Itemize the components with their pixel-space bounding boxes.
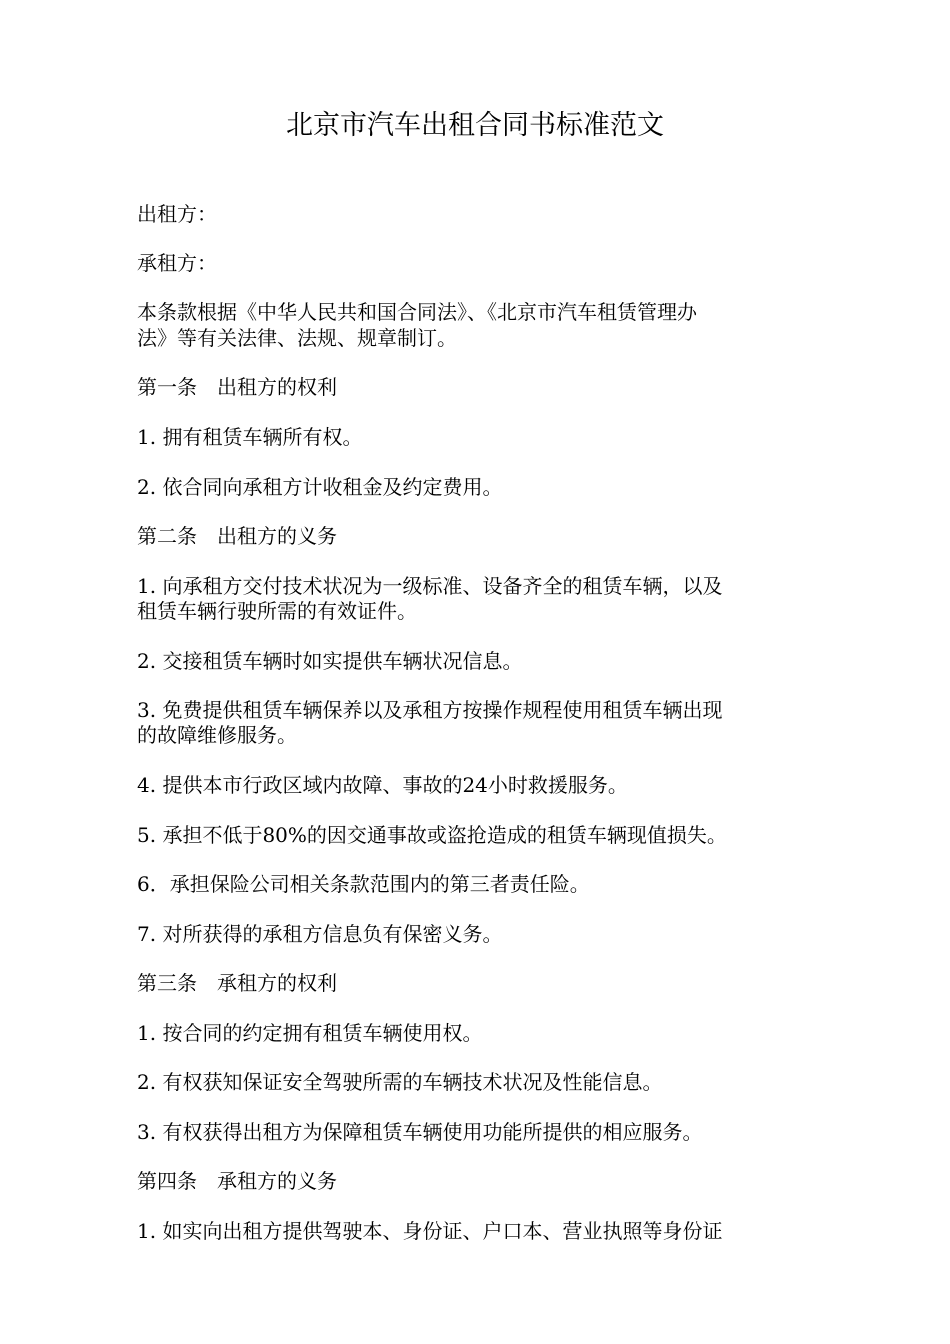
article-2-item-3-line-2: 的故障维修服务。: [137, 723, 297, 747]
article-2-item-4: 4. 提供本市行政区域内故障、事故的24小时救援服务。: [137, 773, 628, 797]
article-3-item-2: 2. 有权获知保证安全驾驶所需的车辆技术状况及性能信息。: [137, 1070, 663, 1094]
article-1-heading: 第一条 出租方的权利: [137, 375, 337, 399]
preamble-line-1: 本条款根据《中华人民共和国合同法》、《北京市汽车租赁管理办: [137, 300, 697, 324]
article-3-item-3: 3. 有权获得出租方为保障租赁车辆使用功能所提供的相应服务。: [137, 1120, 703, 1144]
article-2-item-2: 2. 交接租赁车辆时如实提供车辆状况信息。: [137, 649, 523, 673]
article-3-item-1: 1. 按合同的约定拥有租赁车辆使用权。: [137, 1021, 483, 1045]
article-2-item-1-line-2: 租赁车辆行驶所需的有效证件。: [137, 599, 417, 623]
article-2-item-1-line-1: 1. 向承租方交付技术状况为一级标准、设备齐全的租赁车辆，以及: [137, 574, 723, 598]
article-1-item-2: 2. 依合同向承租方计收租金及约定费用。: [137, 475, 503, 499]
article-4-heading: 第四条 承租方的义务: [137, 1169, 337, 1193]
article-2-heading: 第二条 出租方的义务: [137, 524, 337, 548]
lessee-label: 承租方：: [137, 251, 217, 275]
article-1-item-1: 1. 拥有租赁车辆所有权。: [137, 425, 363, 449]
lessor-label: 出租方：: [137, 202, 217, 226]
article-2-item-5: 5. 承担不低于80%的因交通事故或盗抢造成的租赁车辆现值损失。: [137, 823, 727, 847]
document-title: 北京市汽车出租合同书标准范文: [286, 110, 664, 141]
article-4-item-1: 1. 如实向出租方提供驾驶本、身份证、户口本、营业执照等身份证: [137, 1219, 723, 1243]
article-2-item-6: 6．承担保险公司相关条款范围内的第三者责任险。: [137, 872, 590, 896]
preamble-line-2: 法》等有关法律、法规、规章制订。: [137, 326, 457, 350]
article-2-item-3-line-1: 3. 免费提供租赁车辆保养以及承租方按操作规程使用租赁车辆出现: [137, 698, 723, 722]
article-3-heading: 第三条 承租方的权利: [137, 971, 337, 995]
article-2-item-7: 7. 对所获得的承租方信息负有保密义务。: [137, 922, 503, 946]
